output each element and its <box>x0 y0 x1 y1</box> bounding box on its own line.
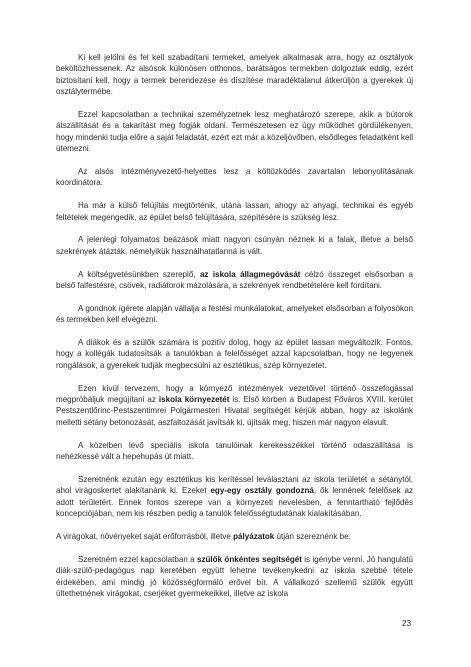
paragraph <box>56 337 413 371</box>
text-run: Ezzel kapcsolatban a technikai személyzetnek lesz meghatározó szerepe, akik a bútorok átszállítását és a takarítást meg fogják oldani. Természetesen ez úgy működhet gördülékenyen, hogy mindenki tudja előre a saját feladatát, ezért ezt már a közeljövőben, elsődleges feladatként kell ütemezni. <box>56 110 413 154</box>
text-run: Ha már a külső felújítás megtörténik, utána lassan, ahogy az anyagi, technikai és egyéb feltételek megengedik, az épület belső felújítására, szépítésére is szükség lesz. <box>56 201 413 222</box>
text-run: Szeretnénk ezután egy esztétikus kis kerítéssel leválasztani az iskola területét a sétánytól, ahol virágoskertet alakítanánk ki. Ezeket <box>56 474 413 496</box>
paragraph <box>56 383 413 429</box>
text-run: Ezen kívül tervezem, hogy a környező intézmények vezetőivel történő összefogással megpróbáljuk megújítani az <box>56 383 413 405</box>
paragraph <box>56 166 413 189</box>
bold-text: pályázatok <box>233 531 275 541</box>
body-text <box>56 52 413 611</box>
text-run: Szeretném ezzel kapcsolatban a <box>78 554 198 564</box>
text-run: , ők lennének felelősek az adott területért. Ennek fontos szerepe van a környezeti nevelésben, a fenntartható fejlődés koncepciójában, nem kis részben pedig a tanulók felelősségtudatának kialakításában. <box>56 486 413 519</box>
paragraph <box>56 52 413 98</box>
bold-text: egy-egy osztály gondozná <box>210 486 314 496</box>
text-run: A közelben lévő speciális iskola tanulóinak kerekesszékkel történő odaszállítása is nehézkessé vált a hepehupás út miatt. <box>56 440 413 462</box>
paragraph <box>56 200 413 223</box>
paragraph <box>56 109 413 155</box>
text-run: A diákok és a szülők számára is pozitív dolog, hogy az épület lassan megváltozik. Fontos, hogy a kollégák tudatosítsák a tanulókban a felelősséget azzal kapcsolatban, hogy ne legyenek rongálások, a gyerekek tudják megbecsülni az esztétikus, szép környezetet. <box>56 338 413 370</box>
text-run: is. Első körben a Budapest Főváros XVIII. kerület Pestszentlőrinc-Pestszentimrei Polgármesteri Hivatal segítségét kérjük abban, hogy az iskolánk melletti sétány betonozását, aszfaltozását javítsák ki, újítsák meg, hiszen már nagyon elavult. <box>56 395 413 427</box>
paragraph <box>56 303 413 326</box>
text-run: célzó összeget elsősorban a belső falfestésre, csövek, radiátorok mázolására, a szekrények rendbetételére kell fordítani. <box>56 269 413 291</box>
bold-text: iskola környezetét <box>158 395 230 405</box>
bold-text: szülők önkéntes segítségét <box>197 554 302 564</box>
text-run: útján szereznénk be. <box>274 531 351 541</box>
text-run: A költségvetésünkben szereplő, <box>78 269 200 279</box>
page-number: 23 <box>402 619 412 628</box>
paragraph <box>56 554 413 600</box>
paragraph <box>56 269 413 292</box>
text-run: A gondnok ígérete alapján vállalja a festési munkálatokat, amelyeket elsősorban a folyosókon és termekben kell elvégezni. <box>56 303 413 325</box>
text-run: Az alsós intézményvezető-helyettes lesz a költözködés zavartalan lebonyolításának koordinátora. <box>56 167 413 188</box>
bold-text: az iskola állagmegóvását <box>199 269 301 279</box>
paragraph <box>56 440 413 463</box>
text-run: A jelenlegi folyamatos beázások miatt nagyon csúnyán néznek ki a falak, illetve a belső szekrények átázták, némelyikük használhatatlanná is vált. <box>56 235 413 256</box>
paragraph <box>56 531 413 542</box>
paragraph <box>56 474 413 520</box>
paragraph <box>56 234 413 257</box>
text-run: is igénybe venni. Jó hangulatú diák-szülő-pedagógus nap keretében együtt lehetne tevékenykedni az iskola szebbé tétele érdekében, ami mindig jó közösségformáló erővel bír. A vállalkozó szellemű szülők együtt ültethetnének virágokat, cserjéket gyermekeikkel, illetve az iskola <box>56 554 413 598</box>
text-run: Ki kell jelölni és fel kell szabadítani termeket, amelyek alkalmasak arra, hogy az osztályok beköltözhessenek. Az alsósok különösen otthonos, barátságos termekben dolgoztak eddig, ezért biztosítani kell, hogy a termek berendezése és díszítése maradéktalanul átkerüljön a gyerekek új osztálytermébe. <box>56 53 413 97</box>
text-run: A virágokat, növényeket saját erőforrásból, illetve <box>56 531 234 541</box>
